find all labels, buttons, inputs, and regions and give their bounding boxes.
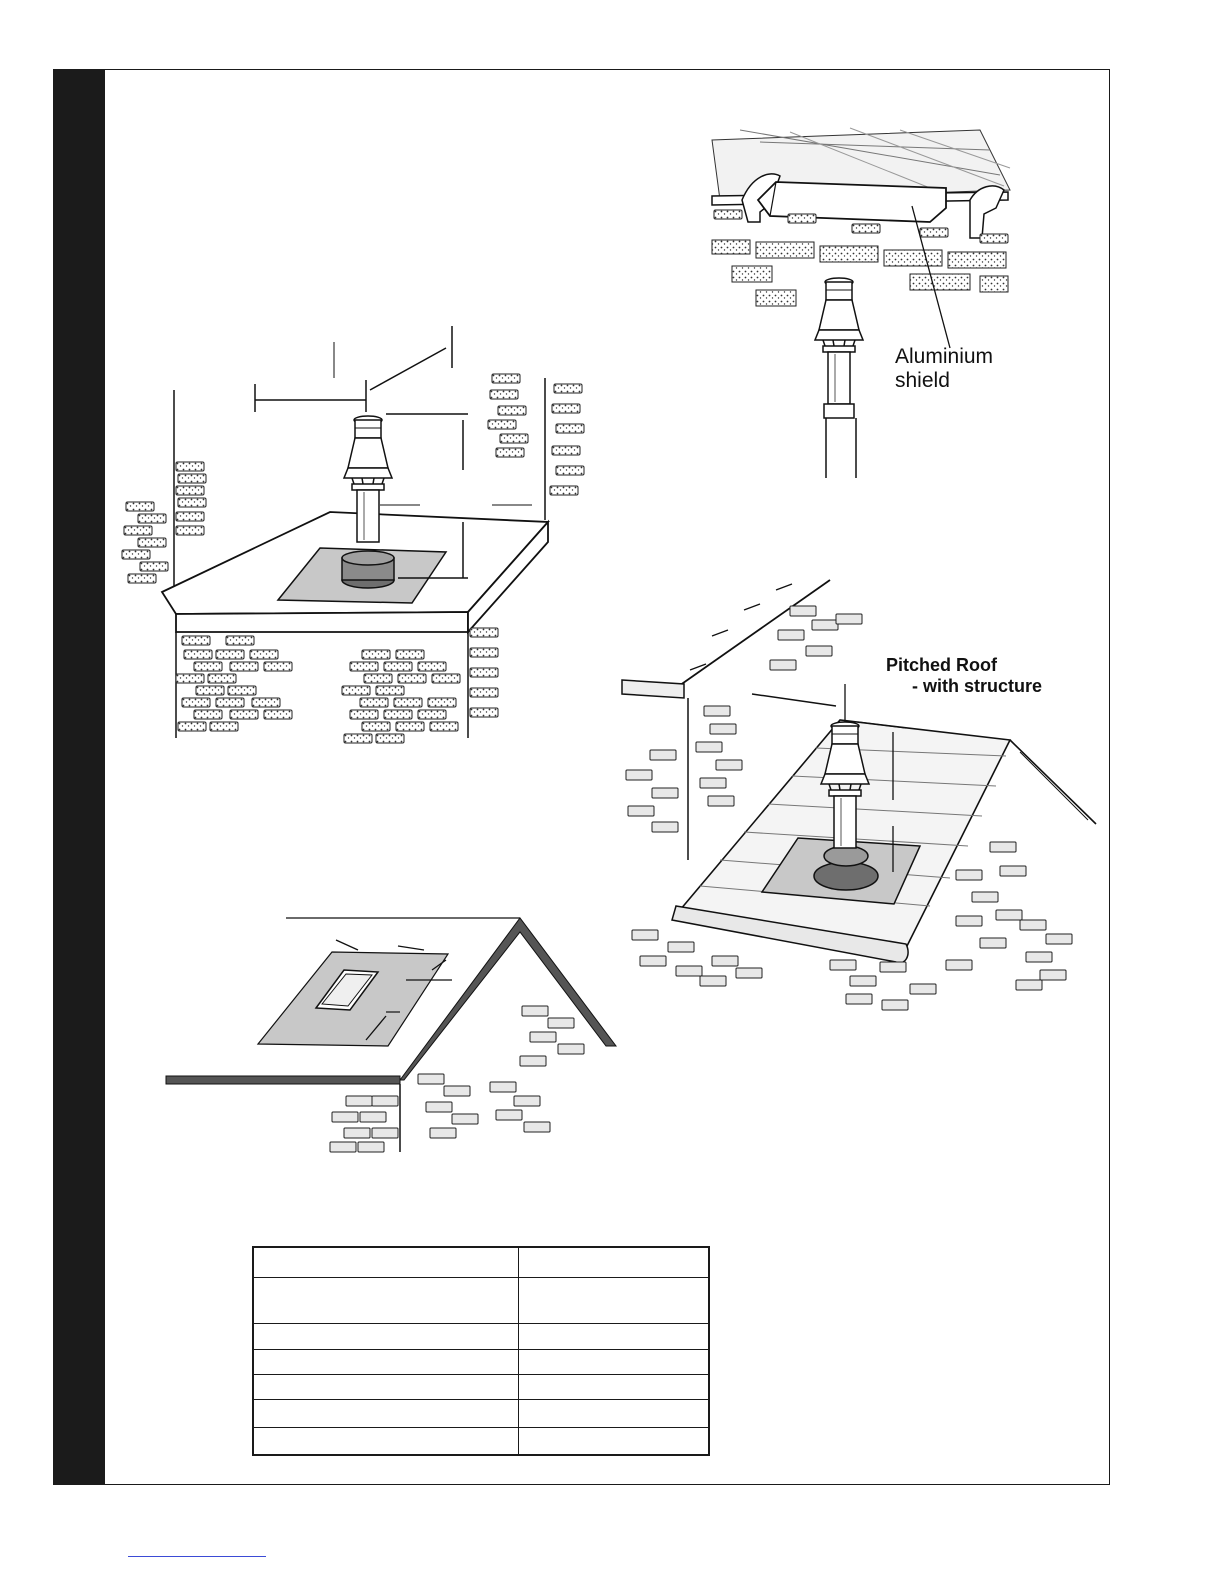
- table-cell: [253, 1399, 519, 1427]
- table-row: [253, 1374, 709, 1399]
- table-cell: [253, 1427, 519, 1455]
- table-row: [253, 1349, 709, 1374]
- table-row: [253, 1323, 709, 1349]
- table-cell: [253, 1277, 519, 1323]
- table-row: [253, 1277, 709, 1323]
- flat-roof-illustration: [122, 326, 584, 743]
- table-cell: [519, 1427, 710, 1455]
- aluminium-shield-label-line2: shield: [895, 369, 950, 392]
- table-cell: [519, 1323, 710, 1349]
- table-row: [253, 1399, 709, 1427]
- table-row: [253, 1247, 709, 1277]
- table-cell: [519, 1349, 710, 1374]
- pitched-roof-label-line1: Pitched Roof: [886, 655, 997, 675]
- aluminium-shield-label: [895, 345, 993, 393]
- spec-table: [252, 1246, 710, 1456]
- table-cell: [253, 1374, 519, 1399]
- table-cell: [253, 1349, 519, 1374]
- table-cell: [519, 1247, 710, 1277]
- pitched-roof-illustration: [622, 580, 1096, 1010]
- table-cell: [519, 1374, 710, 1399]
- pitched-roof-label-line2: - with structure: [912, 676, 1043, 696]
- pitched-roof-label: [886, 655, 1042, 697]
- roof-opening-illustration: [166, 918, 616, 1152]
- table-cell: [519, 1277, 710, 1323]
- footer-link-underline[interactable]: [128, 1556, 266, 1557]
- aluminium-shield-label-line1: Aluminium: [895, 345, 994, 368]
- table-cell: [253, 1247, 519, 1277]
- table-row: [253, 1427, 709, 1455]
- aluminium-shield-illustration: [712, 128, 1010, 478]
- table-cell: [519, 1399, 710, 1427]
- table-cell: [253, 1323, 519, 1349]
